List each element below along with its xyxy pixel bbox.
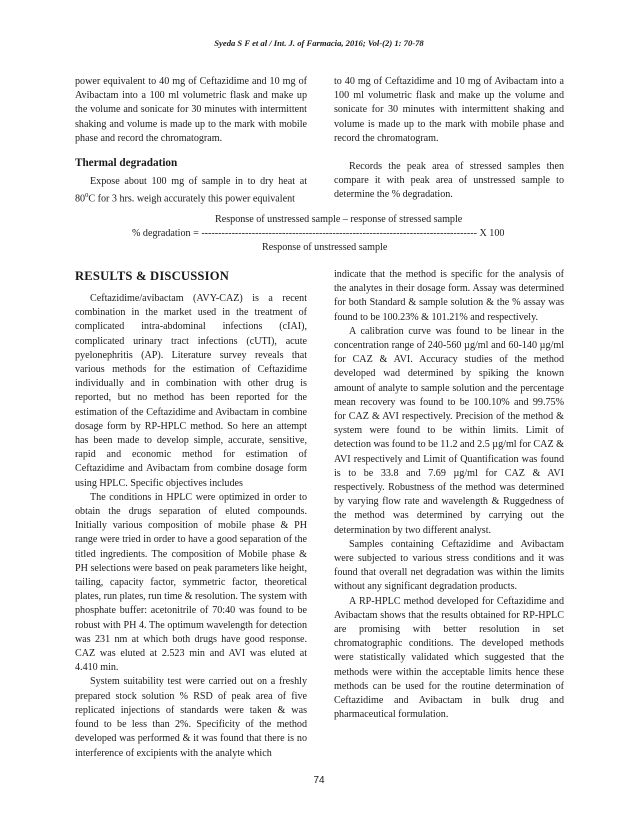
paragraph-extraction-continued: power equivalent to 40 mg of Ceftazidime and 10 mg of Avibactam into a 100 ml volumetric flask and make up the volume and sonicate for 30 minutes with intermittent shaking and volume is made up to the mark with mobile phase and record the chromatogram. [75, 76, 307, 144]
left-column-bottom [75, 268, 307, 761]
paragraph-thermal-degradation [75, 175, 307, 207]
thermal-text-b: C for 3 hrs. weigh accurately this power equivalent [88, 193, 295, 205]
page-number: 74 [313, 775, 325, 786]
right-column-bottom [334, 268, 564, 723]
subheading-thermal-degradation: Thermal degradation [75, 157, 178, 170]
running-head: Syeda S F et al / Int. J. of Farmacia, 2016; Vol-(2) 1: 70-78 [214, 38, 424, 48]
paragraph-conclusion: A RP-HPLC method developed for Ceftazidime and Avibactam shows that the results obtained for RP-HPLC are promising with better resolution in set chromatographic conditions. The developed methods were statistically validated which suggested that the methods were within the acceptable limits hence these methods can be used for the routine determination of Ceftazidime and Avibactam in bulk drug and pharmaceutical formulation. [334, 595, 564, 721]
right-column-top [334, 75, 564, 203]
formula-denominator: Response of unstressed sample [262, 242, 388, 253]
paragraph-stress-conditions: Samples containing Ceftazidime and Avibactam were subjected to various stress conditions and it was found that overall net degradation was within the limits without any significant degradation products. [334, 538, 564, 593]
thermal-text-a: Expose about 100 mg of sample in to dry heat at 80 [75, 176, 307, 205]
paragraph-calibration: A calibration curve was found to be linear in the concentration range of 240-560 µg/ml and 60-140 µg/ml for CAZ & AVI. Accuracy studies of the method developed wad determined by spiking the known amount of analyte to sample solution and the percentage mean recovery was found to be 100.10% and 99.75% for CAZ & AVI respectively. Precision of the method & system were found to be within limits. Limit of detection was found to be 11.2 and 2.5 µg/ml for CAZ & AVI respectively and Limit of Quantification was found is to be 33.8 and 7.69 µg/ml for CAZ & AVI respectively. Robustness of the method was determined by varying flow rate and wavelength & Ruggedness of the method was determined by carrying out the determination by two different analyst. [334, 325, 564, 536]
left-column-top [75, 75, 307, 207]
paragraph-thermal-continued: to 40 mg of Ceftazidime and 10 mg of Avibactam into a 100 ml volumetric flask and make up the volume and sonicate for 30 minutes with intermittent shaking and volume is made up to the mark with mobile phase and record the chromatogram. [334, 76, 564, 144]
formula-numerator: Response of unstressed sample – response of stressed sample [215, 214, 463, 225]
paragraph-assay: indicate that the method is specific for the analysis of the analytes in their dosage form. Assay was determined for both Standard & sample solution & the % assay was found to be 100.23% & 101.21% and respectively. [334, 269, 564, 323]
paragraph-system-suitability: System suitability test were carried out on a freshly prepared stock solution % RSD of peak area of five replicated injections of standards were taken & was found to be less than 2%. Specificity of the method developed was performed & it was found that there is no interference of excipients with the analyte which [75, 676, 307, 759]
paragraph-peak-area: Records the peak area of stressed samples then compare it with peak area of unstressed sample to determine the % degradation. [334, 161, 564, 201]
section-heading-results: RESULTS & DISCUSSION [75, 269, 230, 283]
formula-line: % degradation = ---------------------------------------------------------------------------------- X 100 [132, 228, 505, 239]
degree-superscript: 0 [85, 192, 89, 200]
paragraph-results-intro: Ceftazidime/avibactam (AVY-CAZ) is a recent combination in the market used in the treatment of complicated intra-abdominal infections (cIAI), complicated urinary tract infections (cUTI), acute pyelonephritis (AP). Literature survey reveals that various methods for the estimation of Ceftazidime individually and in combination with other drug is reported, but no method has been reported for the estimation of the Ceftazidime and Avibactam in combine dosage form by RP-HPLC method. So here an attempt has been made to develop simple, accurate, sensitive, rapid and economic method for estimation of Ceftazidime and Avibactam from combine dosage form using HPLC. Specific objectives includes [75, 293, 307, 489]
paragraph-hplc-conditions: The conditions in HPLC were optimized in order to obtain the drugs separation of eluted compounds. Initially various composition of mobile phase & PH range were tried in order to have a good separation of the titled ingredients. The composition of Mobile phase & PH selections were based on peak parameters like height, tailing, capacity factor, symmetric factor, theoretical plates, run plates, run time & resolution. The system with phosphate buffer: acetonitrile of 70:40 was found to be robust with PH 4. The optimum wavelength for detection was 231 nm at which both drugs have good response. CAZ was eluted at 2.523 min and AVI was eluted at 4.410 min. [75, 491, 307, 674]
